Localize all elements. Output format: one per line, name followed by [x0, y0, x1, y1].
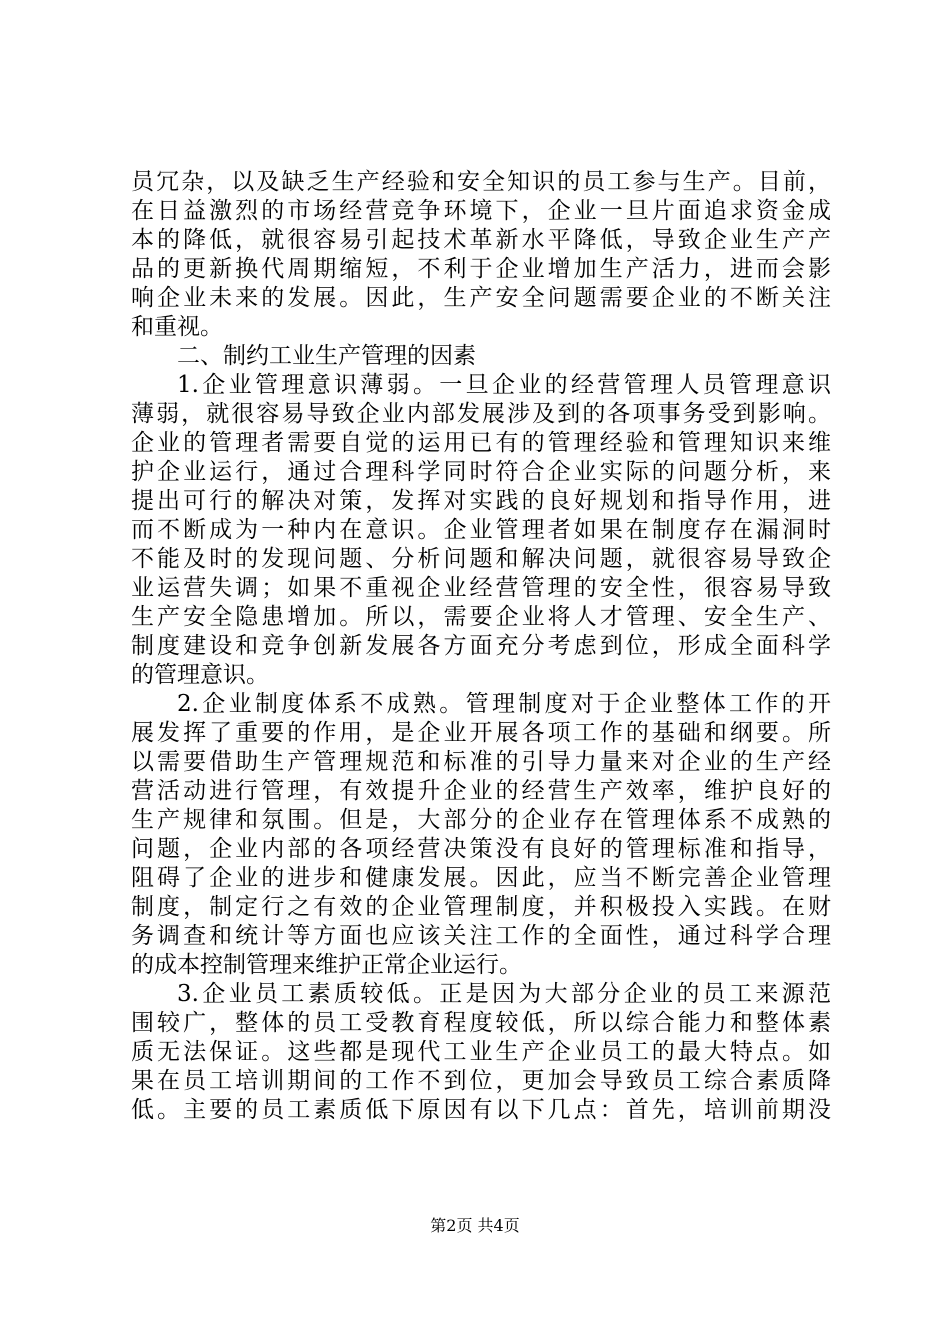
body-line: 而不断成为一种内在意识。企业管理者如果在制度存在漏洞时: [131, 517, 831, 543]
body-line: 2.企业制度体系不成熟。管理制度对于企业整体工作的开: [177, 691, 831, 717]
body-line: 薄弱，就很容易导致企业内部发展涉及到的各项事务受到影响。: [131, 401, 831, 427]
body-line: 本的降低，就很容易引起技术革新水平降低，导致企业生产产: [131, 227, 831, 253]
body-line: 企业的管理者需要自觉的运用已有的管理经验和管理知识来维: [131, 430, 831, 456]
body-line: 生产规律和氛围。但是，大部分的企业存在管理体系不成熟的: [131, 807, 831, 833]
body-line: 营活动进行管理，有效提升企业的经营生产效率，维护良好的: [131, 778, 831, 804]
body-line: 3.企业员工素质较低。正是因为大部分企业的员工来源范: [177, 981, 831, 1007]
body-line: 和重视。: [131, 314, 223, 340]
body-line: 以需要借助生产管理规范和标准的引导力量来对企业的生产经: [131, 749, 831, 775]
body-line: 1.企业管理意识薄弱。一旦企业的经营管理人员管理意识: [177, 372, 831, 398]
body-line: 生产安全隐患增加。所以，需要企业将人才管理、安全生产、: [131, 604, 831, 630]
body-line: 业运营失调；如果不重视企业经营管理的安全性，很容易导致: [131, 575, 831, 601]
body-line: 品的更新换代周期缩短，不利于企业增加生产活力，进而会影: [131, 256, 831, 282]
document-body: [131, 168, 831, 1125]
body-line: 展发挥了重要的作用，是企业开展各项工作的基础和纲要。所: [131, 720, 831, 746]
body-line: 不能及时的发现问题、分析问题和解决问题，就很容易导致企: [131, 546, 831, 572]
body-line: 制度，制定行之有效的企业管理制度，并积极投入实践。在财: [131, 894, 831, 920]
body-line: 果在员工培训期间的工作不到位，更加会导致员工综合素质降: [131, 1068, 831, 1094]
body-line: 护企业运行，通过合理科学同时符合企业实际的问题分析，来: [131, 459, 831, 485]
body-line: 制度建设和竞争创新发展各方面充分考虑到位，形成全面科学: [131, 633, 831, 659]
body-line: 低。主要的员工素质低下原因有以下几点：首先，培训前期没: [131, 1097, 831, 1123]
body-line: 问题，企业内部的各项经营决策没有良好的管理标准和指导，: [131, 836, 831, 862]
body-line: 务调查和统计等方面也应该关注工作的全面性，通过科学合理: [131, 923, 831, 949]
body-line: 员冗杂，以及缺乏生产经验和安全知识的员工参与生产。目前，: [131, 169, 831, 195]
body-line: 质无法保证。这些都是现代工业生产企业员工的最大特点。如: [131, 1039, 831, 1065]
section-heading: 二、制约工业生产管理的因素: [177, 343, 476, 369]
page-number-footer: 第2页 共4页: [430, 1216, 520, 1235]
body-line: 阻碍了企业的进步和健康发展。因此，应当不断完善企业管理: [131, 865, 831, 891]
body-line: 围较广，整体的员工受教育程度较低，所以综合能力和整体素: [131, 1010, 831, 1036]
body-line: 在日益激烈的市场经营竞争环境下，企业一旦片面追求资金成: [131, 198, 831, 224]
body-line: 提出可行的解决对策，发挥对实践的良好规划和指导作用，进: [131, 488, 831, 514]
body-line: 响企业未来的发展。因此，生产安全问题需要企业的不断关注: [131, 285, 831, 311]
body-line: 的管理意识。: [131, 662, 269, 688]
body-line: 的成本控制管理来维护正常企业运行。: [131, 952, 522, 978]
